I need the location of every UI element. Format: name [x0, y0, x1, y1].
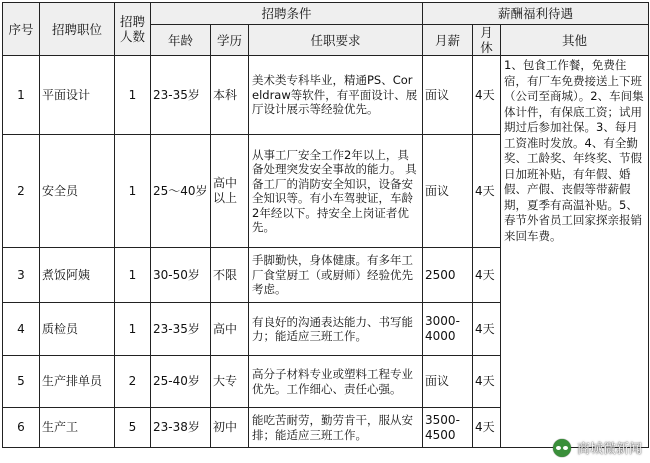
cell-requirements: 高分子材料专业或塑料工程专业优先。工作细心、责任心强。 — [249, 356, 423, 408]
cell-requirements: 手脚勤快，身体健康。有多年工厂食堂厨工（或厨师）经验优先考虑。 — [249, 248, 423, 303]
cell-salary: 面议 — [423, 356, 473, 408]
cell-rest: 4天 — [473, 248, 501, 303]
cell-position: 质检员 — [40, 303, 115, 356]
cell-seq: 6 — [3, 408, 40, 448]
cell-salary: 面议 — [423, 56, 473, 135]
wechat-icon — [553, 439, 571, 457]
cell-rest: 4天 — [473, 303, 501, 356]
cell-education: 高中 — [211, 303, 249, 356]
cell-rest: 4天 — [473, 356, 501, 408]
cell-rest: 4天 — [473, 135, 501, 248]
cell-age: 25～40岁 — [151, 135, 211, 248]
cell-requirements: 有良好的沟通表达能力、书写能力；能适应三班工作。 — [249, 303, 423, 356]
cell-requirements: 美术类专科毕业，精通PS、Coreldraw等软件，有平面设计、展厅设计展示等经验优先。 — [249, 56, 423, 135]
cell-age: 30-50岁 — [151, 248, 211, 303]
header-benefits: 薪酬福利待遇 — [423, 3, 649, 25]
cell-education: 大专 — [211, 356, 249, 408]
table-row — [3, 56, 649, 135]
header-salary: 月薪 — [423, 25, 473, 56]
cell-salary: 2500 — [423, 248, 473, 303]
header-other: 其他 — [501, 25, 649, 56]
watermark — [553, 438, 642, 457]
cell-seq: 2 — [3, 135, 40, 248]
cell-salary: 面议 — [423, 135, 473, 248]
cell-count: 1 — [115, 248, 151, 303]
cell-position: 安全员 — [40, 135, 115, 248]
cell-salary: 3000-4000 — [423, 303, 473, 356]
cell-requirements: 从事工厂安全工作2年以上，具备处理突发安全事故的能力。 具备工厂的消防安全知识，设备安全知识等。有小车驾驶证，车龄2年经以下。持安全上岗证者优先。 — [249, 135, 423, 248]
cell-count: 1 — [115, 135, 151, 248]
header-seq: 序号 — [3, 3, 40, 56]
cell-other-benefits: 1、包食工作餐，免费住宿，有厂车免费接送上下班（公司至商城）。2、车间集体计件，有保底工资；试用期过后参加社保。3、每月工资准时发放。4、有全勤奖、工龄奖、年终奖、节假日加班补贴，有年假、婚假、产假、丧假等带薪假期，夏季有高温补贴。5、春节外省员工回家探亲报销来回车费。 — [501, 56, 649, 448]
cell-count: 1 — [115, 56, 151, 135]
header-education: 学历 — [211, 25, 249, 56]
cell-age: 23-35岁 — [151, 56, 211, 135]
cell-rest: 4天 — [473, 408, 501, 448]
cell-age: 25-40岁 — [151, 356, 211, 408]
cell-position: 平面设计 — [40, 56, 115, 135]
cell-count: 2 — [115, 356, 151, 408]
cell-seq: 1 — [3, 56, 40, 135]
cell-age: 23-35岁 — [151, 303, 211, 356]
cell-position: 生产排单员 — [40, 356, 115, 408]
cell-position: 生产工 — [40, 408, 115, 448]
recruitment-table — [2, 2, 649, 448]
cell-age: 23-38岁 — [151, 408, 211, 448]
watermark-text: 商城微新闻 — [576, 442, 642, 457]
cell-seq: 5 — [3, 356, 40, 408]
cell-education: 高中以上 — [211, 135, 249, 248]
cell-education: 初中 — [211, 408, 249, 448]
cell-seq: 3 — [3, 248, 40, 303]
cell-education: 本科 — [211, 56, 249, 135]
cell-count: 5 — [115, 408, 151, 448]
cell-seq: 4 — [3, 303, 40, 356]
cell-education: 不限 — [211, 248, 249, 303]
header-age: 年龄 — [151, 25, 211, 56]
header-position: 招聘职位 — [40, 3, 115, 56]
cell-rest: 4天 — [473, 56, 501, 135]
cell-count: 1 — [115, 303, 151, 356]
cell-salary: 3500-4500 — [423, 408, 473, 448]
cell-position: 煮饭阿姨 — [40, 248, 115, 303]
header-conditions: 招聘条件 — [151, 3, 423, 25]
header-count: 招聘人数 — [115, 3, 151, 56]
header-rest: 月休 — [473, 25, 501, 56]
cell-requirements: 能吃苦耐劳，勤劳肯干，服从安排；能适应三班工作。 — [249, 408, 423, 448]
header-requirements: 任职要求 — [249, 25, 423, 56]
